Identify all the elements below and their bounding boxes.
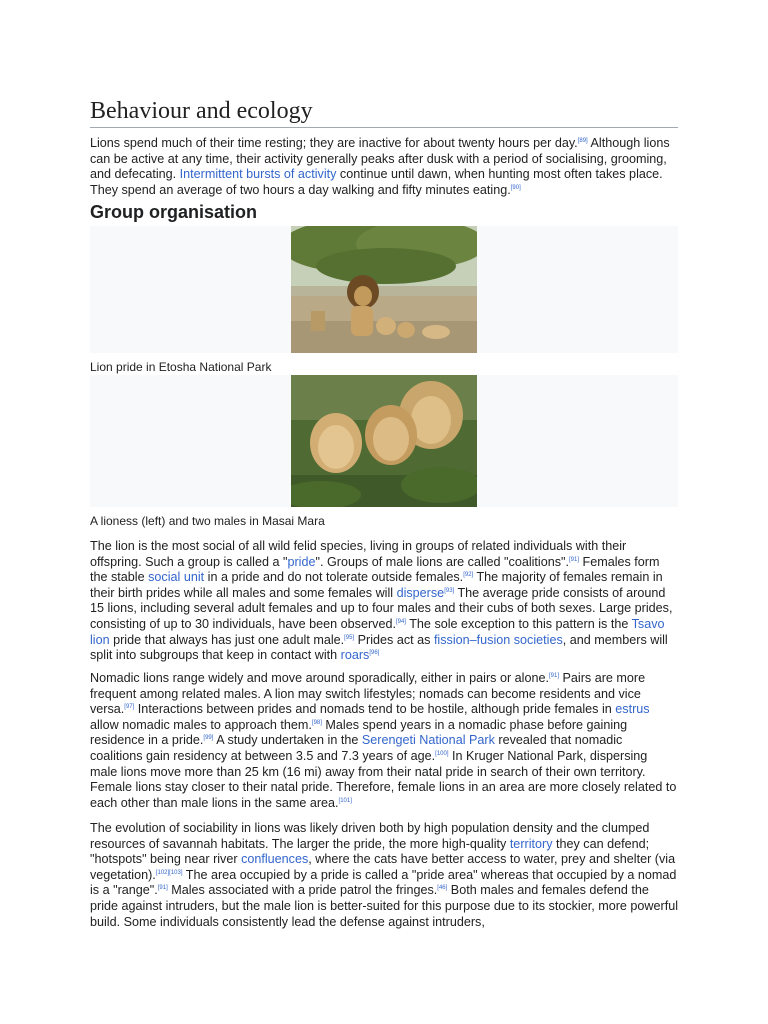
link-fission-fusion[interactable]: fission–fusion societies xyxy=(433,632,563,647)
citation[interactable]: [101] xyxy=(338,797,352,804)
text: Pairs are more frequent among related males. A lion may switch lifestyles; nomads can become residents and vice versa. xyxy=(90,671,646,717)
citation[interactable]: [102][103] xyxy=(155,869,183,876)
figure-pride-etosha xyxy=(90,226,678,353)
text: The sole exception to this pattern is the xyxy=(405,616,632,631)
text: allow nomadic males to approach them. xyxy=(90,717,312,732)
link-serengeti[interactable]: Serengeti National Park xyxy=(361,733,495,748)
citation[interactable]: [46] xyxy=(437,885,448,892)
citation[interactable]: [91] xyxy=(157,885,168,892)
text: Interactions between prides and nomads tend to be hostile, although pride females in xyxy=(134,702,616,717)
citation[interactable]: [93] xyxy=(444,587,455,594)
citation[interactable]: [92] xyxy=(463,572,474,578)
text: continue until dawn, when hunting most often takes place. They spend an average of two hours a day walking and fifty minutes eating. xyxy=(90,167,663,197)
figure-caption: A lioness (left) and two males in Masai Mara xyxy=(90,514,325,528)
link-social-unit[interactable]: social unit xyxy=(148,570,205,585)
paragraph-sociability xyxy=(90,821,678,930)
paragraph-pride xyxy=(90,539,678,664)
link-tsavo-lion[interactable]: Tsavo lion xyxy=(90,616,665,647)
text: In Kruger National Park, dispersing male lions move more than 25 km (16 mi) away from their natal pride in search of their own territory. Female lions stay closer to their natal pride. Therefore, female lions in an area are more closely related to each other than male lions in the same area. xyxy=(90,748,677,810)
link-estrus[interactable]: estrus xyxy=(615,702,650,717)
text: , where the cats have better access to water, prey and shelter (via vegetation). xyxy=(90,852,676,882)
text: Nomadic lions range widely and move around sporadically, either in pairs or alone. xyxy=(90,671,549,685)
text: they can defend; "hotspots" being near river xyxy=(90,836,650,867)
text: Lions spend much of their time resting; they are inactive for about twenty hours per day. xyxy=(90,136,578,150)
text: Prides act as xyxy=(354,632,434,647)
section-heading: Behaviour and ecology xyxy=(90,96,678,128)
citation[interactable]: [97] xyxy=(124,704,135,710)
figure-caption: Lion pride in Etosha National Park xyxy=(90,360,272,374)
citation[interactable]: [95] xyxy=(344,634,355,641)
text: , and members will split into subgroups that keep in contact with xyxy=(90,632,668,663)
text: ". Groups of male lions are called "coalitions". xyxy=(315,554,569,569)
text: The area occupied by a pride is called a "pride area" whereas that occupied by a nomad is a "range". xyxy=(90,867,677,898)
text: in a pride and do not tolerate outside females. xyxy=(204,570,464,585)
text: The average pride consists of around 15 lions, including several adult females and up to four males and their cubs of both sexes. Large prides, consisting of up to 30 individuals, have been observed. xyxy=(90,585,673,631)
text: Both males and females defend the pride against intruders, but the male lion is better-suited for this purpose due to its stockier, more powerful build. Some individuals consistently lead the defense against intruders, xyxy=(90,883,679,929)
link-territory[interactable]: territory xyxy=(509,836,553,851)
text: Males associated with a pride patrol the fringes. xyxy=(167,883,438,898)
text: Males spend years in a nomadic phase before gaining residence in a pride. xyxy=(90,717,628,748)
text: A study undertaken in the xyxy=(213,733,362,748)
link-roars[interactable]: roars xyxy=(340,648,370,663)
link-disperse[interactable]: disperse xyxy=(396,585,445,600)
text: The majority of females remain in their birth prides while all males and some females will xyxy=(90,570,663,600)
link-pride[interactable]: pride xyxy=(287,554,316,569)
citation[interactable]: [96] xyxy=(369,649,380,656)
citation[interactable]: [100] xyxy=(435,750,449,757)
citation[interactable]: [94] xyxy=(395,618,406,625)
text: The evolution of sociability in lions was likely driven both by high population density and the clumped resources of savannah habitats. The larger the pride, the more high-quality xyxy=(90,821,650,851)
link-confluences[interactable]: confluences xyxy=(241,852,309,867)
text: Although lions can be active at any time, their activity generally peaks after dusk with a period of socialising, grooming, and defecating. xyxy=(90,136,670,182)
link-intermittent-bursts[interactable]: Intermittent bursts of activity xyxy=(179,167,337,182)
figure-lions-masai-mara xyxy=(90,375,678,507)
text: The lion is the most social of all wild felid species, living in groups of related individuals with their offspring. Such a group is called a " xyxy=(90,539,627,569)
paragraph-nomadic xyxy=(90,671,678,811)
text: Females form the stable xyxy=(90,554,660,585)
lion-pride-photo[interactable] xyxy=(291,226,477,353)
citation[interactable]: [90] xyxy=(510,184,521,191)
text: revealed that nomadic coalitions gain residency at between 3.5 and 7.3 years of age. xyxy=(90,733,623,763)
subsection-heading: Group organisation xyxy=(90,202,258,222)
citation[interactable]: [99] xyxy=(203,735,214,742)
citation[interactable]: [91] xyxy=(569,556,580,563)
lions-photo[interactable] xyxy=(291,375,477,507)
citation[interactable]: [91] xyxy=(548,672,559,679)
paragraph-intro xyxy=(90,136,678,198)
text: pride that always has just one adult male. xyxy=(109,632,345,647)
citation[interactable]: [98] xyxy=(311,719,322,726)
citation[interactable]: [89] xyxy=(577,137,588,144)
